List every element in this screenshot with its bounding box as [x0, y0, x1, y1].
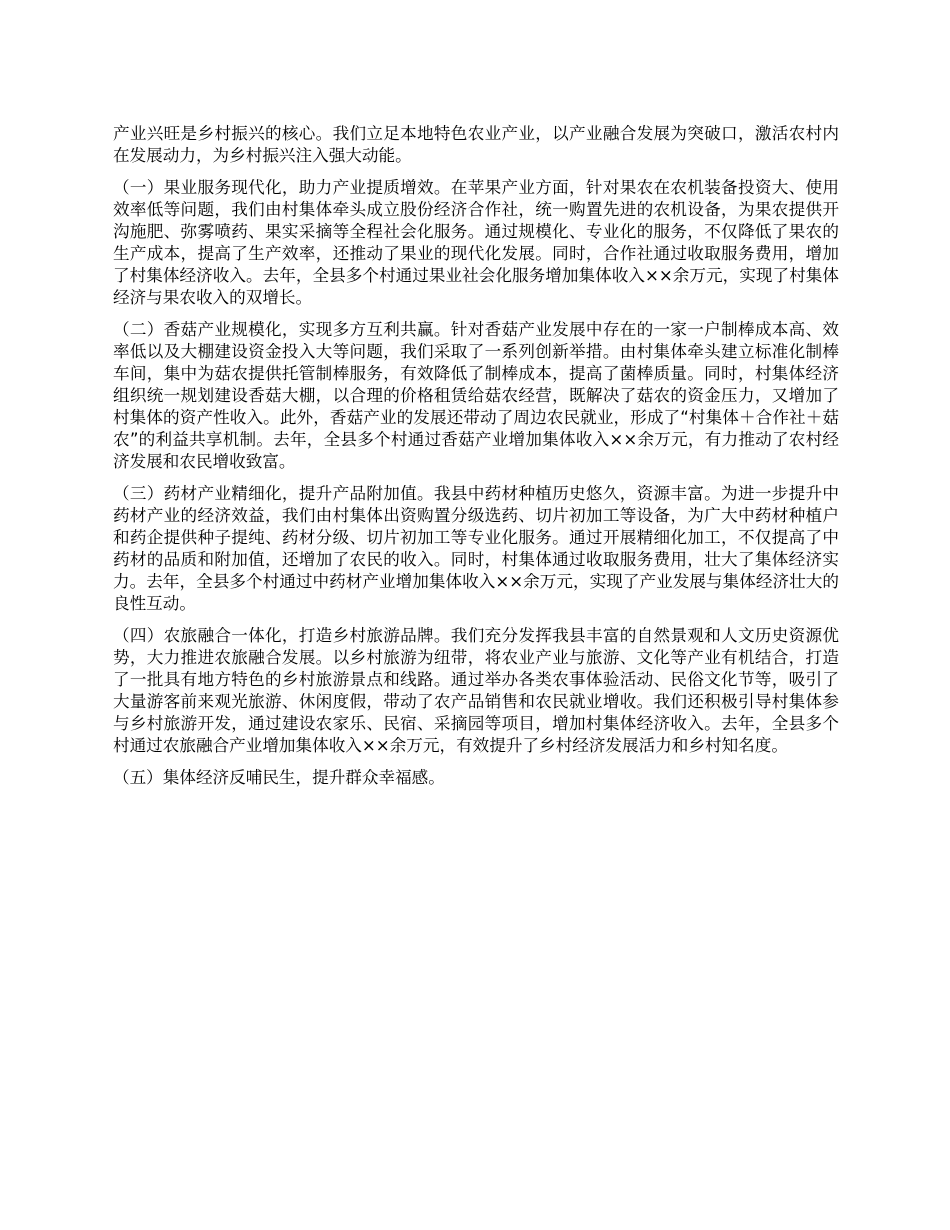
document-body	[113, 123, 839, 799]
paragraph-section-4: （四）农旅融合一体化，打造乡村旅游品牌。我们充分发挥我县丰富的自然景观和人文历史资源优势，大力推进农旅融合发展。以乡村旅游为纽带，将农业产业与旅游、文化等产业有机结合，打造了一批具有地方特色的乡村旅游景点和线路。通过举办各类农事体验活动、民俗文化节等，吸引了大量游客前来观光旅游、休闲度假，带动了农产品销售和农民就业增收。我们还积极引导村集体参与乡村旅游开发，通过建设农家乐、民宿、采摘园等项目，增加村集体经济收入。去年，全县多个村通过农旅融合产业增加集体收入××余万元，有效提升了乡村经济发展活力和乡村知名度。	[113, 626, 839, 755]
paragraph-section-2: （二）香菇产业规模化，实现多方互利共赢。针对香菇产业发展中存在的一家一户制棒成本高、效率低以及大棚建设资金投入大等问题，我们采取了一系列创新举措。由村集体牵头建立标准化制棒车间，集中为菇农提供托管制棒服务，有效降低了制棒成本，提高了菌棒质量。同时，村集体经济组织统一规划建设香菇大棚，以合理的价格租赁给菇农经营，既解决了菇农的资金压力，又增加了村集体的资产性收入。此外，香菇产业的发展还带动了周边农民就业，形成了“村集体＋合作社＋菇农”的利益共享机制。去年，全县多个村通过香菇产业增加集体收入××余万元，有力推动了农村经济发展和农民增收致富。	[113, 320, 839, 471]
paragraph-section-1: （一）果业服务现代化，助力产业提质增效。在苹果产业方面，针对果农在农机装备投资大、使用效率低等问题，我们由村集体牵头成立股份经济合作社，统一购置先进的农机设备，为果农提供开沟施肥、弥雾喷药、果实采摘等全程社会化服务。通过规模化、专业化的服务，不仅降低了果农的生产成本，提高了生产效率，还推动了果业的现代化发展。同时，合作社通过收取服务费用，增加了村集体经济收入。去年，全县多个村通过果业社会化服务增加集体收入××余万元，实现了村集体经济与果农收入的双增长。	[113, 178, 839, 307]
paragraph-intro: 产业兴旺是乡村振兴的核心。我们立足本地特色农业产业，以产业融合发展为突破口，激活农村内在发展动力，为乡村振兴注入强大动能。	[113, 124, 839, 165]
paragraph-section-3: （三）药材产业精细化，提升产品附加值。我县中药材种植历史悠久，资源丰富。为进一步提升中药材产业的经济效益，我们由村集体出资购置分级选药、切片初加工等设备，为广大中药材种植户和药企提供种子提纯、药材分级、切片初加工等专业化服务。通过开展精细化加工，不仅提高了中药材的品质和附加值，还增加了农民的收入。同时，村集体通过收取服务费用，壮大了集体经济实力。去年，全县多个村通过中药材产业增加集体收入××余万元，实现了产业发展与集体经济壮大的良性互动。	[113, 484, 839, 613]
paragraph-section-5: （五）集体经济反哺民生，提升群众幸福感。	[113, 768, 445, 787]
